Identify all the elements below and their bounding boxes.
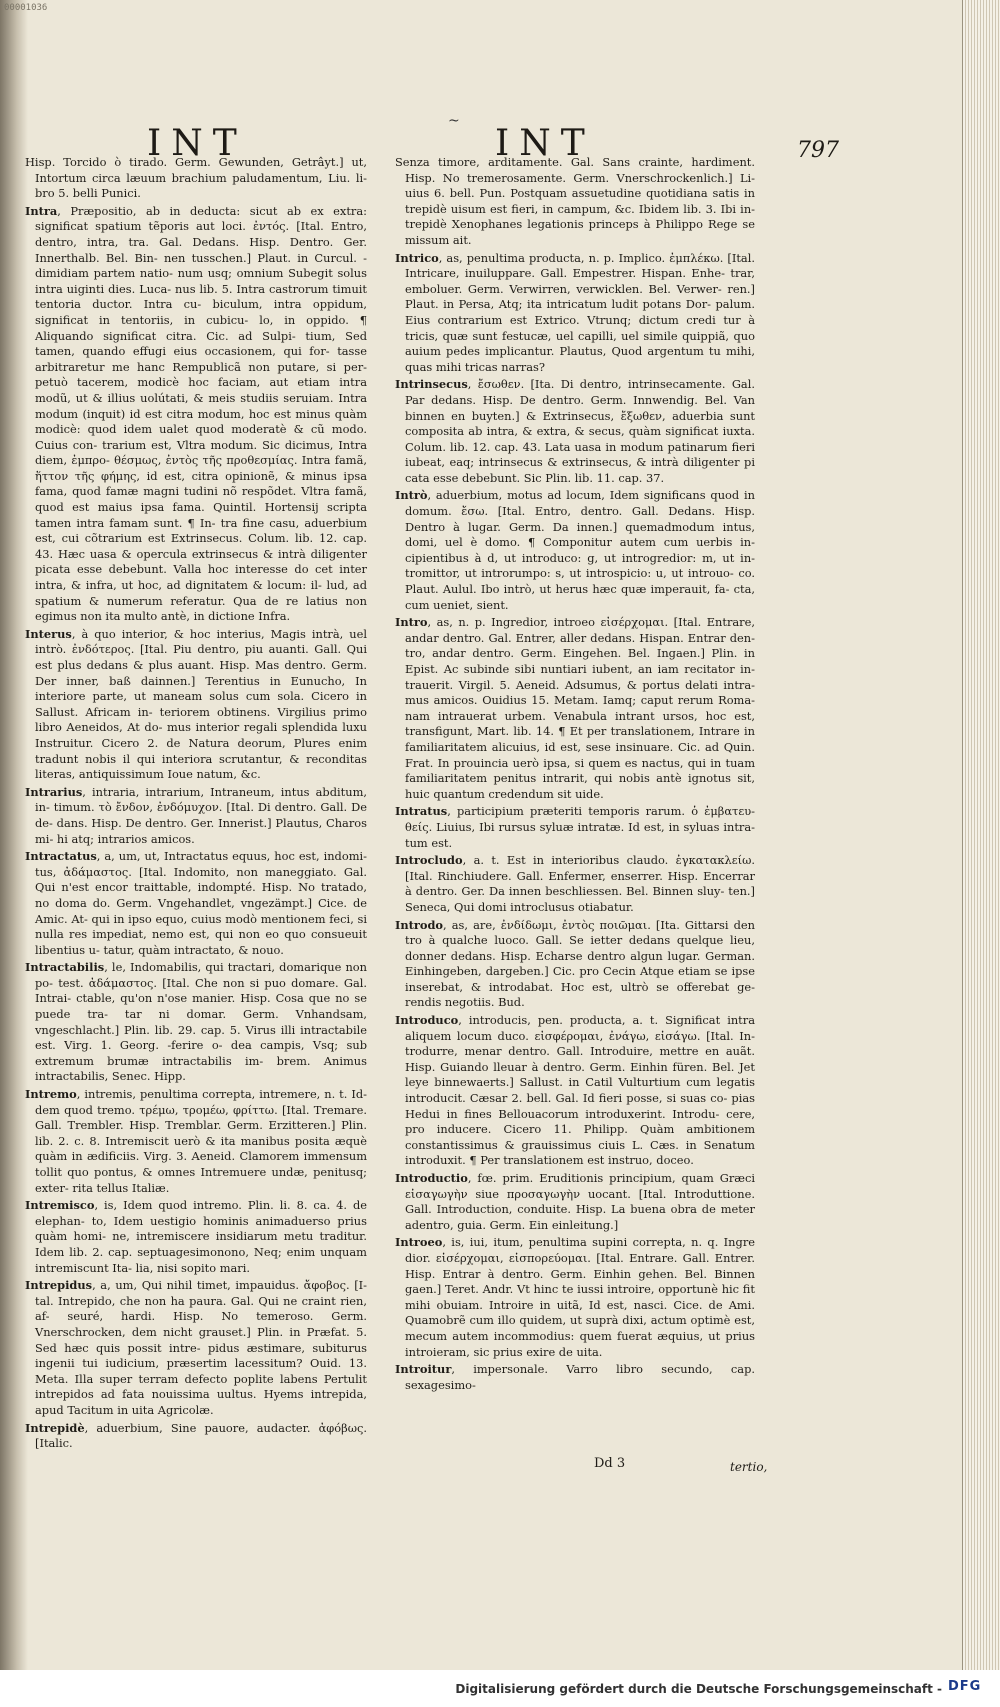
headword: Interus [25, 626, 72, 641]
headword: Intrepidè [25, 1420, 85, 1435]
headword: Intrinsecus [395, 377, 468, 392]
entry-text: , Præpositio, ab in deducta: sicut ab ex extra: significat spatium tẽporis aut loci. ἐντός. [Ital. Entro, dentro, intra, tra. Gal. Dedans. Hisp. Dentro. Ger. Innerthalb. Bel. Bin- nen tusschen.] Plaut. in Curcul. -dimidiam partem natio- num usq; omnium Subegit solus intra uiginti dies. Luca- nus lib. 5. Intra castrorum timuit tentoria ductor. Intra cu- biculum, intra oppidum, significat in tentoriis, in cubicu- lo, in oppido. ¶ Aliquando significat citra. Cic. ad Sulpi- tium, Sed tamen, quando effugi eius occasionem, qui for- tasse arbitraretur me hanc Rempublicã non putare, si per- petuò tacerem, modicè hoc faciam, aut etiam intra modũ, ut & illius uolútati, & meis studiis seruiam. Intra modum (inquit) id est citra modum, hoc est minus quàm modicè: quod idem ualet quod moderatè & cũ modo. Cuius con- trarium est, Vltra modum. Sic dicimus, Intra diem, ἐμπρο- θέσμως, ἐντὸς τῆς προθεσμίας. Intra famã, ἥττον τῆς φήμης, id est, citra opinionẽ, & minus ipsa fama, quod famæ magni tudini nõ respõdet. Vltra famã, quod est maius ipsa fama. Quintil. Hortensij scripta tamen intra famam sunt. ¶ In- tra fine casu, aduerbium est, cui cõtrarium est Extrinsecus. Colum. lib. 12. cap. 43. Hæc uasa & opercula extrinsecus & intrà diligenter picata esse debebunt. Valla hoc interesse do cet inter intra, & infra, ut hoc, ad dignitatem & locum: il- lud, ad spatium & numerum referatur. Qua de re latius non egimus non ita multo antè, in dictione Infra. [35, 203, 367, 624]
running-head-right: INT [495, 123, 595, 164]
dictionary-entry [25, 1421, 367, 1452]
catchword: tertio, [730, 1460, 768, 1474]
dictionary-entry [25, 1087, 367, 1196]
footer-bar [0, 1670, 1000, 1707]
dictionary-entry [25, 155, 367, 202]
signature-mark: Dd 3 [594, 1456, 626, 1471]
entry-text: , a, um, ut, Intractatus equus, hoc est, indomi- tus, ἀδάμαστος. [Ital. Indomito, non maneggiato. Gal. Qui n'est encor traittable, indompté. Hisp. No tratado, no doma do. Germ. Vngehandlet, vngezämpt.] Cice. de Amic. At- qui in ipso equo, cuius modò mentionem feci, si nulla res impediat, nemo est, qui non eo quo consueuit libentius u- tatur, quàm intractato, & nouo. [35, 849, 367, 957]
entry-text: , aduerbium, motus ad locum, Idem significans quod in domum. ἔσω. [Ital. Entro, dentro. Gall. Dedans. Hisp. Dentro à lugar. Germ. Da innen.] quemadmodum intus, domi, uel è domo. ¶ Componitur autem cum uerbis in- cipientibus à d, ut introduco: g, ut introgredior: m, ut in- tromittor, ut introrumpo: s, ut introspicio: u, ut introuo- co. Plaut. Aulul. Ibo intrò, ut herus hæc quæ imperauit, fa- cta, cum ueniet, sient. [405, 488, 755, 612]
scan-id: 00001036 [4, 3, 48, 13]
entry-text: , ἔσωθεν. [Ita. Di dentro, intrinsecamente. Gal. Par dedans. Hisp. De dentro. Germ. Innwendig. Bel. Van binnen en buyten.] & Extrinsecus, ἔξωθεν, aduerbia sunt composita ab intra, & extra, & secus, quàm significat iuxta. Colum. lib. 12. cap. 43. Lata uasa in modum patinarum fieri iubeat, eaq; intrinsecus & extrinsecus, & intrà diligenter pi cata esse debebunt. Sic Plin. lib. 11. cap. 37. [405, 377, 755, 485]
dfg-logo-icon: DFG [948, 1679, 982, 1694]
dictionary-entry [25, 849, 367, 958]
headword: Introdo [395, 917, 444, 932]
dictionary-entry [25, 204, 367, 625]
entry-text: , participium præteriti temporis rarum. ὁ ἐμβατευ- θείς. Liuius, Ibi rursus syluæ intratæ. Id est, in syluas intra- tum est. [405, 804, 755, 850]
dictionary-entry [395, 615, 755, 802]
headword: Introeo [395, 1235, 443, 1250]
dictionary-entry [25, 1198, 367, 1276]
dictionary-entry [395, 1013, 755, 1169]
dictionary-entry [395, 377, 755, 486]
entry-text: , le, Indomabilis, qui tractari, domarique non po- test. ἀδάμαστος. [Ital. Che non si puo domare. Gal. Intrai- ctable, qu'on n'ose manier. Hisp. Cosa que no se puede tra- tar ni domar. Germ. Vnhandsam, vngeschlacht.] Plin. lib. 29. cap. 5. Virus illi intractabile est. Virg. 1. Georg. -ferire o- dea campis, Vsq; sub extremum brumæ intractabilis im- brem. Animus intractabilis, Senec. Hipp. [35, 960, 367, 1084]
dictionary-entry [395, 1362, 755, 1393]
dictionary-entry [395, 804, 755, 851]
dictionary-entry [395, 853, 755, 915]
headword: Intrepidus [25, 1278, 93, 1293]
headword: Intrico [395, 250, 439, 265]
entry-text: , à quo interior, & hoc interius, Magis intrà, uel intrò. ἐνδότερος. [Ital. Piu dentro, piu auanti. Gall. Qui est plus dedans & plus auant. Hisp. Mas dentro. Germ. Der inner, baß dainnen.] Terentius in Eunucho, In interiore parte, ut maneam solus cum sola. Cicero in Sallust. Africam in- teriorem obtinens. Virgilius primo libro Aeneidos, At do- mus interior regali splendida luxu Instruitur. Cicero 2. de Natura deorum, Plures enim tradunt nobis il qui interiora scrutantur, & reconditas literas, antiquissimum Ioue natum, &c. [35, 626, 367, 782]
entry-text: Hisp. Torcido ò tirado. Germ. Gewunden, Getrâyt.] ut, Intortum circa læuum brachium paludamentum, Liu. li- bro 5. belli Punici. [25, 155, 367, 201]
entry-text: , impersonale. Varro libro secundo, cap. sexagesimo- [405, 1362, 755, 1392]
entry-text: , a. t. Est in interioribus claudo. ἐγκατακλείω. [Ital. Rinchiudere. Gall. Enfermer, enserrer. Hisp. Encerrar à dentro. Ger. Da innen beschliessen. Bel. Binnen sluy- ten.] Seneca, Qui domi introclusus otiabatur. [405, 853, 755, 914]
headword: Intro [395, 615, 428, 630]
dictionary-entry [395, 155, 755, 249]
dictionary-entry [25, 1278, 367, 1418]
running-head-left: INT [147, 123, 247, 164]
headword: Introduco [395, 1013, 459, 1028]
entry-text: , a, um, Qui nihil timet, impauidus. ἄφοβος. [I- tal. Intrepido, che non ha paura. Gal. Qui ne craint rien, af- seuré, hardi. Hisp. No temeroso. Germ. Vnerschrocken, dem nicht grauset.] Plin. in Præfat. 5. Sed hæc quis possit intre- pidus æstimare, subiturus ingenii tui iudicium, præsertim lacessitum? Ouid. 13. Meta. Illa super terram defecto poplite labens Pertulit intrepidos ad fata nouissima uultus. Hyems intrepida, apud Tacitum in uita Agricolæ. [35, 1278, 367, 1417]
headword: Intremisco [25, 1198, 95, 1213]
footer-credit: Digitalisierung gefördert durch die Deutsche Forschungsgemeinschaft - [455, 1682, 942, 1696]
dictionary-entry [25, 627, 367, 783]
headword: Intremo [25, 1087, 77, 1102]
headword: Intratus [395, 804, 448, 819]
ornament: ~ [448, 113, 460, 129]
entry-text: , introducis, pen. producta, a. t. Significat intra aliquem locum duco. εἰσφέρομαι, ἐνάγω, εἰσάγω. [Ital. In- trodurre, menar dentro. Gall. Introduire, mettre en auãt. Hisp. Guiando lleuar à dentro. Germ. Einhin füren. Bel. Jet leye binnewaerts.] Sallust. in Catil Vulturtium cum legatis introducit. Cæsar 2. bell. Gal. Id fieri posse, si suas co- pias Hedui in fines Bellouacorum introduxerint. Introdu- cere, pro inducere. Cicero 11. Philipp. Quàm ambitionem constantissimus & grauissimus ciuis L. Cæs. in Senatum introduxit. ¶ Per translationem est instruo, doceo. [405, 1013, 755, 1168]
dictionary-entry [25, 960, 367, 1085]
headword: Intrarius [25, 784, 83, 799]
right-column [395, 155, 755, 1475]
dictionary-entry [395, 488, 755, 613]
left-column [25, 155, 367, 1475]
entry-text: , as, are, ἐνδίδωμι, ἐντὸς ποιῶμαι. [Ita. Gittarsi den tro à qualche luoco. Gall. Se ietter dedans quelque lieu, donner dedans. Hisp. Echarse dentro algun lugar. German. Einhingeben, dargeben.] Cic. pro Cecin Atque etiam se ipse inserebat, & introdabat. Hoc est, ultrò se offerebat ge- rendis negotiis. Bud. [405, 917, 755, 1010]
entry-text: , is, Idem quod intremo. Plin. li. 8. ca. 4. de elephan- to, Idem uestigio hominis animaduerso prius quàm homi- ne, intremiscere insidiarum metu traditur. Idem lib. 2. cap. septuagesimonono, Neq; enim unquam intremiscunt Ita- lia, nisi sopito mari. [35, 1198, 367, 1275]
entry-text: , is, iui, itum, penultima supini correpta, n. q. Ingre dior. εἰσέρχομαι, εἰσπορεύομαι. [Ital. Entrare. Gall. Entrer. Hisp. Entrar à dentro. Germ. Einhin gehen. Bel. Binnen gaen.] Teret. Andr. Vt hinc te iussi introire, opportunè hic fit mihi obuiam. Introire in uitã, Id est, nasci. Cice. de Ami. Quamobrẽ cum illo quidem, ut suprà dixi, actum optimè est, mecum autem incommodius: quem fuerat æquius, ut prius introieram, sic prius exire de uita. [405, 1235, 755, 1359]
entry-text: , aduerbium, Sine pauore, audacter. ἀφόβως. [Italic. [35, 1420, 367, 1451]
dictionary-entry [25, 785, 367, 847]
headword: Introductio [395, 1171, 468, 1185]
headword: Intractabilis [25, 960, 105, 975]
page-number: 797 [797, 138, 839, 163]
entry-text: , intremis, penultima correpta, intremere, n. t. Id- dem quod tremo. τρέμω, τρομέω, φρίττω. [Ital. Tremare. Gall. Trembler. Hisp. Tremblar. Germ. Erzitteren.] Plin. lib. 2. c. 8. Intremiscit uerò & ita manibus posita æquè quàm in ædificiis. Virg. 3. Aeneid. Clamorem immensum tollit quo pontus, & omnes Intremuere undæ, penitusq; exter- rita tellus Italiæ. [35, 1087, 367, 1195]
headword: Introcludo [395, 853, 463, 868]
dictionary-entry [395, 918, 755, 1012]
entry-text: , as, penultima producta, n. p. Implico. ἐμπλέκω. [Ital. Intricare, inuiluppare. Gall. Empestrer. Hispan. Enhe- trar, emboluer. Germ. Verwirren, verwicklen. Bel. Verwer- ren.] Plaut. in Persa, Atq; ita intricatum ludit potans Dor- palum. Eius contrarium est Extrico. Vtrunq; dictum credi tur à tricis, quæ sunt festucæ, uel capilli, uel simile quippiã, quo auium pedes implicantur. Plautus, Quod argentum tu mihi, quas mihi tricas narras? [405, 250, 755, 374]
headword: Intrò [395, 488, 428, 503]
dictionary-entry [395, 1171, 755, 1233]
headword: Intra [25, 203, 58, 218]
headword: Intractatus [25, 849, 97, 864]
entry-text: , fœ. prim. Eruditionis principium, quam Græci εἰσαγωγὴν siue προσαγωγὴν uocant. [Ital. Introduttione. Gall. Introduction, conduite. Hisp. La buena obra de meter adentro, guia. Germ. Ein einleitung.] [405, 1171, 755, 1232]
dictionary-entry [395, 251, 755, 376]
entry-text: , as, n. p. Ingredior, introeo εἰσέρχομαι. [Ital. Entrare, andar dentro. Gal. Entrer, aller dedans. Hispan. Entrar den- tro, andar dentro. Germ. Eingehen. Bel. Ingaen.] Plin. in Epist. Ac subinde sibi nuntiari iubent, an iam recitator in- trauerit. Virgil. 5. Aeneid. Adsumus, & portus delati intra- mus amicos. Ouidius 15. Metam. Iamq; caput rerum Roma- nam intrauerat urbem. Venabula intrant ursos, hoc est, transfigunt, Mart. lib. 14. ¶ Et per translationem, Intrare in familiaritatem alicuius, id est, sese insinuare. Cic. ad Quin. Frat. In prouincia uerò ipsa, si quem es nactus, qui in tuam familiaritatem penitus intrarit, qui nobis antè ignotus sit, huic quantum credendum sit uide. [405, 615, 755, 801]
entry-text: Senza timore, arditamente. Gal. Sans crainte, hardiment. Hisp. No tremerosamente. Germ. Vnerschrockenlich.] Li- uius 6. bell. Pun. Postquam assuetudine quotidiana satis in trepidè uisum est fieri, in campum, &c. Ibidem lib. 3. Ibi in- trepidè Xenophanes legationis princeps à Philippo Rege se missum ait. [395, 155, 755, 247]
entry-text: , intraria, intrarium, Intraneum, intus abditum, in- timum. τὸ ἔνδον, ἐνδόμυχον. [Ital. Di dentro. Gall. De de- dans. Hisp. De dentro. Ger. Innerist.] Plautus, Charos mi- hi atq; intrarios amicos. [35, 784, 367, 846]
page-edge [962, 0, 1000, 1670]
dictionary-entry [395, 1235, 755, 1360]
headword: Introitur [395, 1362, 452, 1377]
binding-shadow [0, 0, 28, 1670]
